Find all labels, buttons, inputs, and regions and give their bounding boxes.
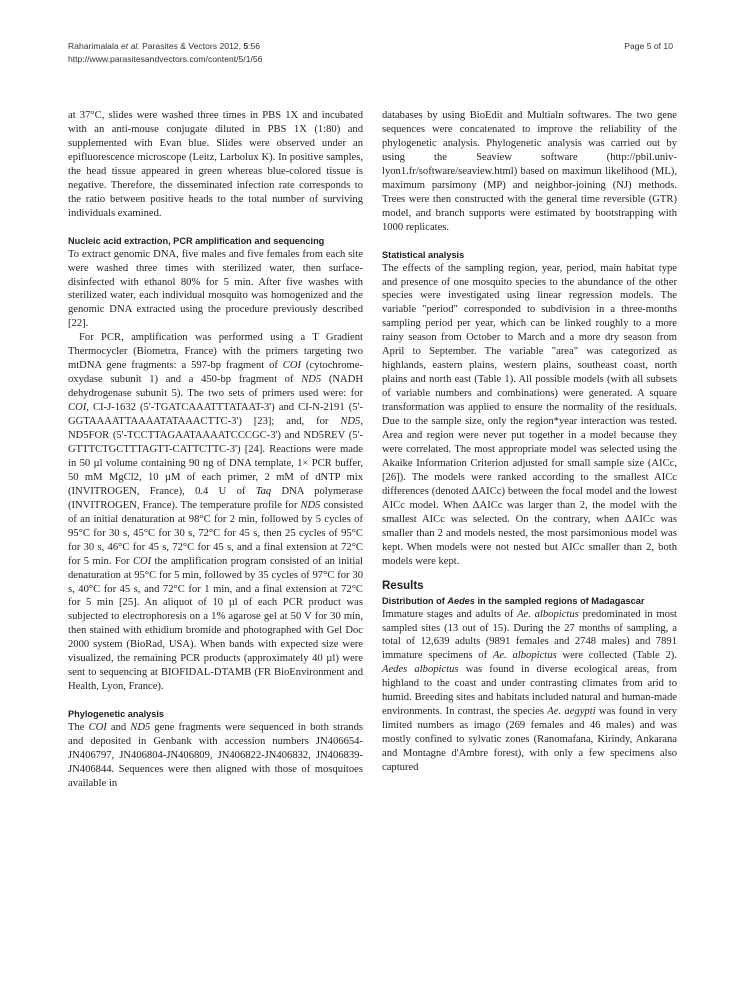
- section-heading-phylogenetic: Phylogenetic analysis: [68, 709, 164, 720]
- extraction-paragraph: To extract genomic DNA, five males and five females from each site were washed three times with sterilized water, then surface-disinfected with ethanol 80% for 5 min. After five washes with sterilized water, each individual mosquito was homogenized and the genomic DNA extracted using the procedure previously described [22].: [68, 248, 363, 330]
- statistical-paragraph: The effects of the sampling region, year, period, main habitat type and presence of one mosquito species to the abundance of the other species were investigated using linear regression models. The variable "period" corresponded to subdivision in a three-months sampling period per year, which can be linked roughly to a more rainy season from October to March and a more dry season from April to September. The variable "area" was categorized as highlands, eastern plains, western plains, southeast coast, north plains and north east (Table 1). All possible models (with all subsets of variable numbers and combinations) were generated. A square transformation was applied to ensure the normality of the residuals. Due to the sample size, only the region*year interaction was tested. Area and region were never put together in a model because they were correlated. The most appropriate model was selected using the Akaike Information Criterion adjusted for small sample size (AICc, [26]). The models were ranked according to the smallest AICc differences (denoted ΔAICc) between the focal model and the lowest AICc model. When ΔAICc was larger than 2, the model with the smallest AICc was selected. On the contrary, when ΔAICc was smaller than 2 and models nested, the most parsimonious model was kept. When models were not nested but AICc smaller than 2, both models were kept.: [382, 262, 677, 567]
- header-year: 2012,: [219, 41, 241, 51]
- phylogenetic-continued-paragraph: databases by using BioEdit and Multialn softwares. The two gene sequences were concatenated to improve the reliability of the phylogenetic analysis. Phylogenetic analysis was carried out by using the Seaview software (http://pbil.univ-lyon1.fr/software/seaview.html) based on maximun likelihood (ML), maximum parsimony (MP) and neighbor-joining (NJ) methods. Trees were then constructed with the general time reversible (GTR) model, and branch supports were estimated by bootstrapping with 1000 replicates.: [382, 110, 677, 233]
- citation-line: [68, 40, 262, 53]
- pcr-paragraph: For PCR, amplification was performed using a T Gradient Thermocycler (Biometra, France) with the primers targeting two mtDNA gene fragments: a 597-bp fragment of COI (cytochrome-oxydase subunit 1) and a 450-bp fragment of ND5 (NADH dehydrogenase subunit 5). The two sets of primers used were: for COI, CI-J-1632 (5'-TGATCAAATTTATAAT-3') and CI-N-2191 (5'-GGTAAAATTAAAATATAAACTTC-3') [23]; and, for ND5, ND5FOR (5'-TCCTTAGAATAAAATCCCGC-3') and ND5REV (5'-GTTTCTGCTTTAGTT-CATTCTTC-3') [24]. Reactions were made in 50 µl volume containing 90 ng of DNA template, 1× PCR buffer, 50 mM MgCl2, 10 µM of each primer, 2 mM of dNTP mix (INVITROGEN, France), 0.4 U of Taq DNA polymerase (INVITROGEN, France). The temperature profile for ND5 consisted of an initial denaturation at 98°C for 2 min, followed by 5 cycles of 95°C for 30 s, 45°C for 30 s, 72°C for 45 s, then 25 cycles of 95°C for 30 s, 46°C for 45 s, 72°C for 45 s, and a final extension at 72°C for 5 min. For COI the amplification program consisted of an initial denaturation at 95°C for 5 min, followed by 35 cycles of 97°C for 30 s, 40°C for 45 s, and 72°C for 1 min, and a final extension at 72°C for 5 min [25]. An aliquot of 10 µl of each PCR product was subjected to electrophoresis on a 1% agarose gel at 50 V for 30 min, then stained with ethidium bromide and photographed with Gel Doc 2000 system (BioRad, USA). When bands with expected size were visualized, the remaining PCR products (approximately 40 µl) were sent to sequencing at BIOFIDAL-DTAMB (FR BioEnvironment and Health, Lyon, France).: [68, 332, 364, 693]
- left-column: [68, 109, 363, 791]
- page-number: Page 5 of 10: [624, 41, 673, 51]
- phylogenetic-paragraph: The COI and ND5 gene fragments were sequenced in both strands and deposited in Genbank with accession numbers JN406654-JN406797, JN406804-JN406809, JN406822-JN406832, JN406839-JN406844. Sequences were then aligned with those of mosquitoes available in: [68, 722, 364, 789]
- distribution-paragraph: Immature stages and adults of Ae. albopictus predominated in most sampled sites (13 out of 15). During the 27 months of sampling, a total of 12,639 adults (9891 females and 2748 males) and 7891 immature specimens of Ae. albopictus were collected (Table 2). Aedes albopictus was found in diverse ecological areas, from highland to the coast and under contrasting climates from arid to humid. Breeding sites and habitats included natural and human-made environments. In contrast, the species Ae. aegypti was found in very limited numbers as imago (269 females and 46 males) and was mostly confined to sylvatic zones (Ranomafana, Kirindy, Ankarana and Montagne d'Ambre forest), with only a few specimens also captured: [382, 608, 677, 774]
- header-journal: Parasites & Vectors: [142, 41, 218, 51]
- running-header: [68, 40, 262, 66]
- intro-paragraph: at 37°C, slides were washed three times in PBS 1X and incubated with an anti-mouse conjugate diluted in PBS 1X (1:80) and supplemented with Evan blue. Slides were observed under an epifluorescence microscope (Leitz, Larbolux K). In positive samples, the head tissue appeared in green whereas blue-colored tissue is negative. Therefore, the disseminated infection rate corresponds to the ratio between positive heads to the total number of surviving individuals examined.: [68, 110, 363, 219]
- header-authors: Raharimalala: [68, 41, 119, 51]
- section-heading-statistical: Statistical analysis: [382, 249, 465, 260]
- results-heading: Results: [382, 579, 424, 592]
- header-etal: et al.: [121, 41, 140, 51]
- header-volume: 5: [243, 41, 249, 51]
- subsection-heading-distribution: Distribution of Aedes in the sampled regions of Madagascar: [382, 595, 645, 606]
- section-heading-nucleic: Nucleic acid extraction, PCR amplification and sequencing: [68, 235, 325, 246]
- header-article: :56: [248, 41, 261, 51]
- header-url[interactable]: http://www.parasitesandvectors.com/content/5/1/56: [68, 54, 263, 64]
- right-column: [382, 109, 677, 775]
